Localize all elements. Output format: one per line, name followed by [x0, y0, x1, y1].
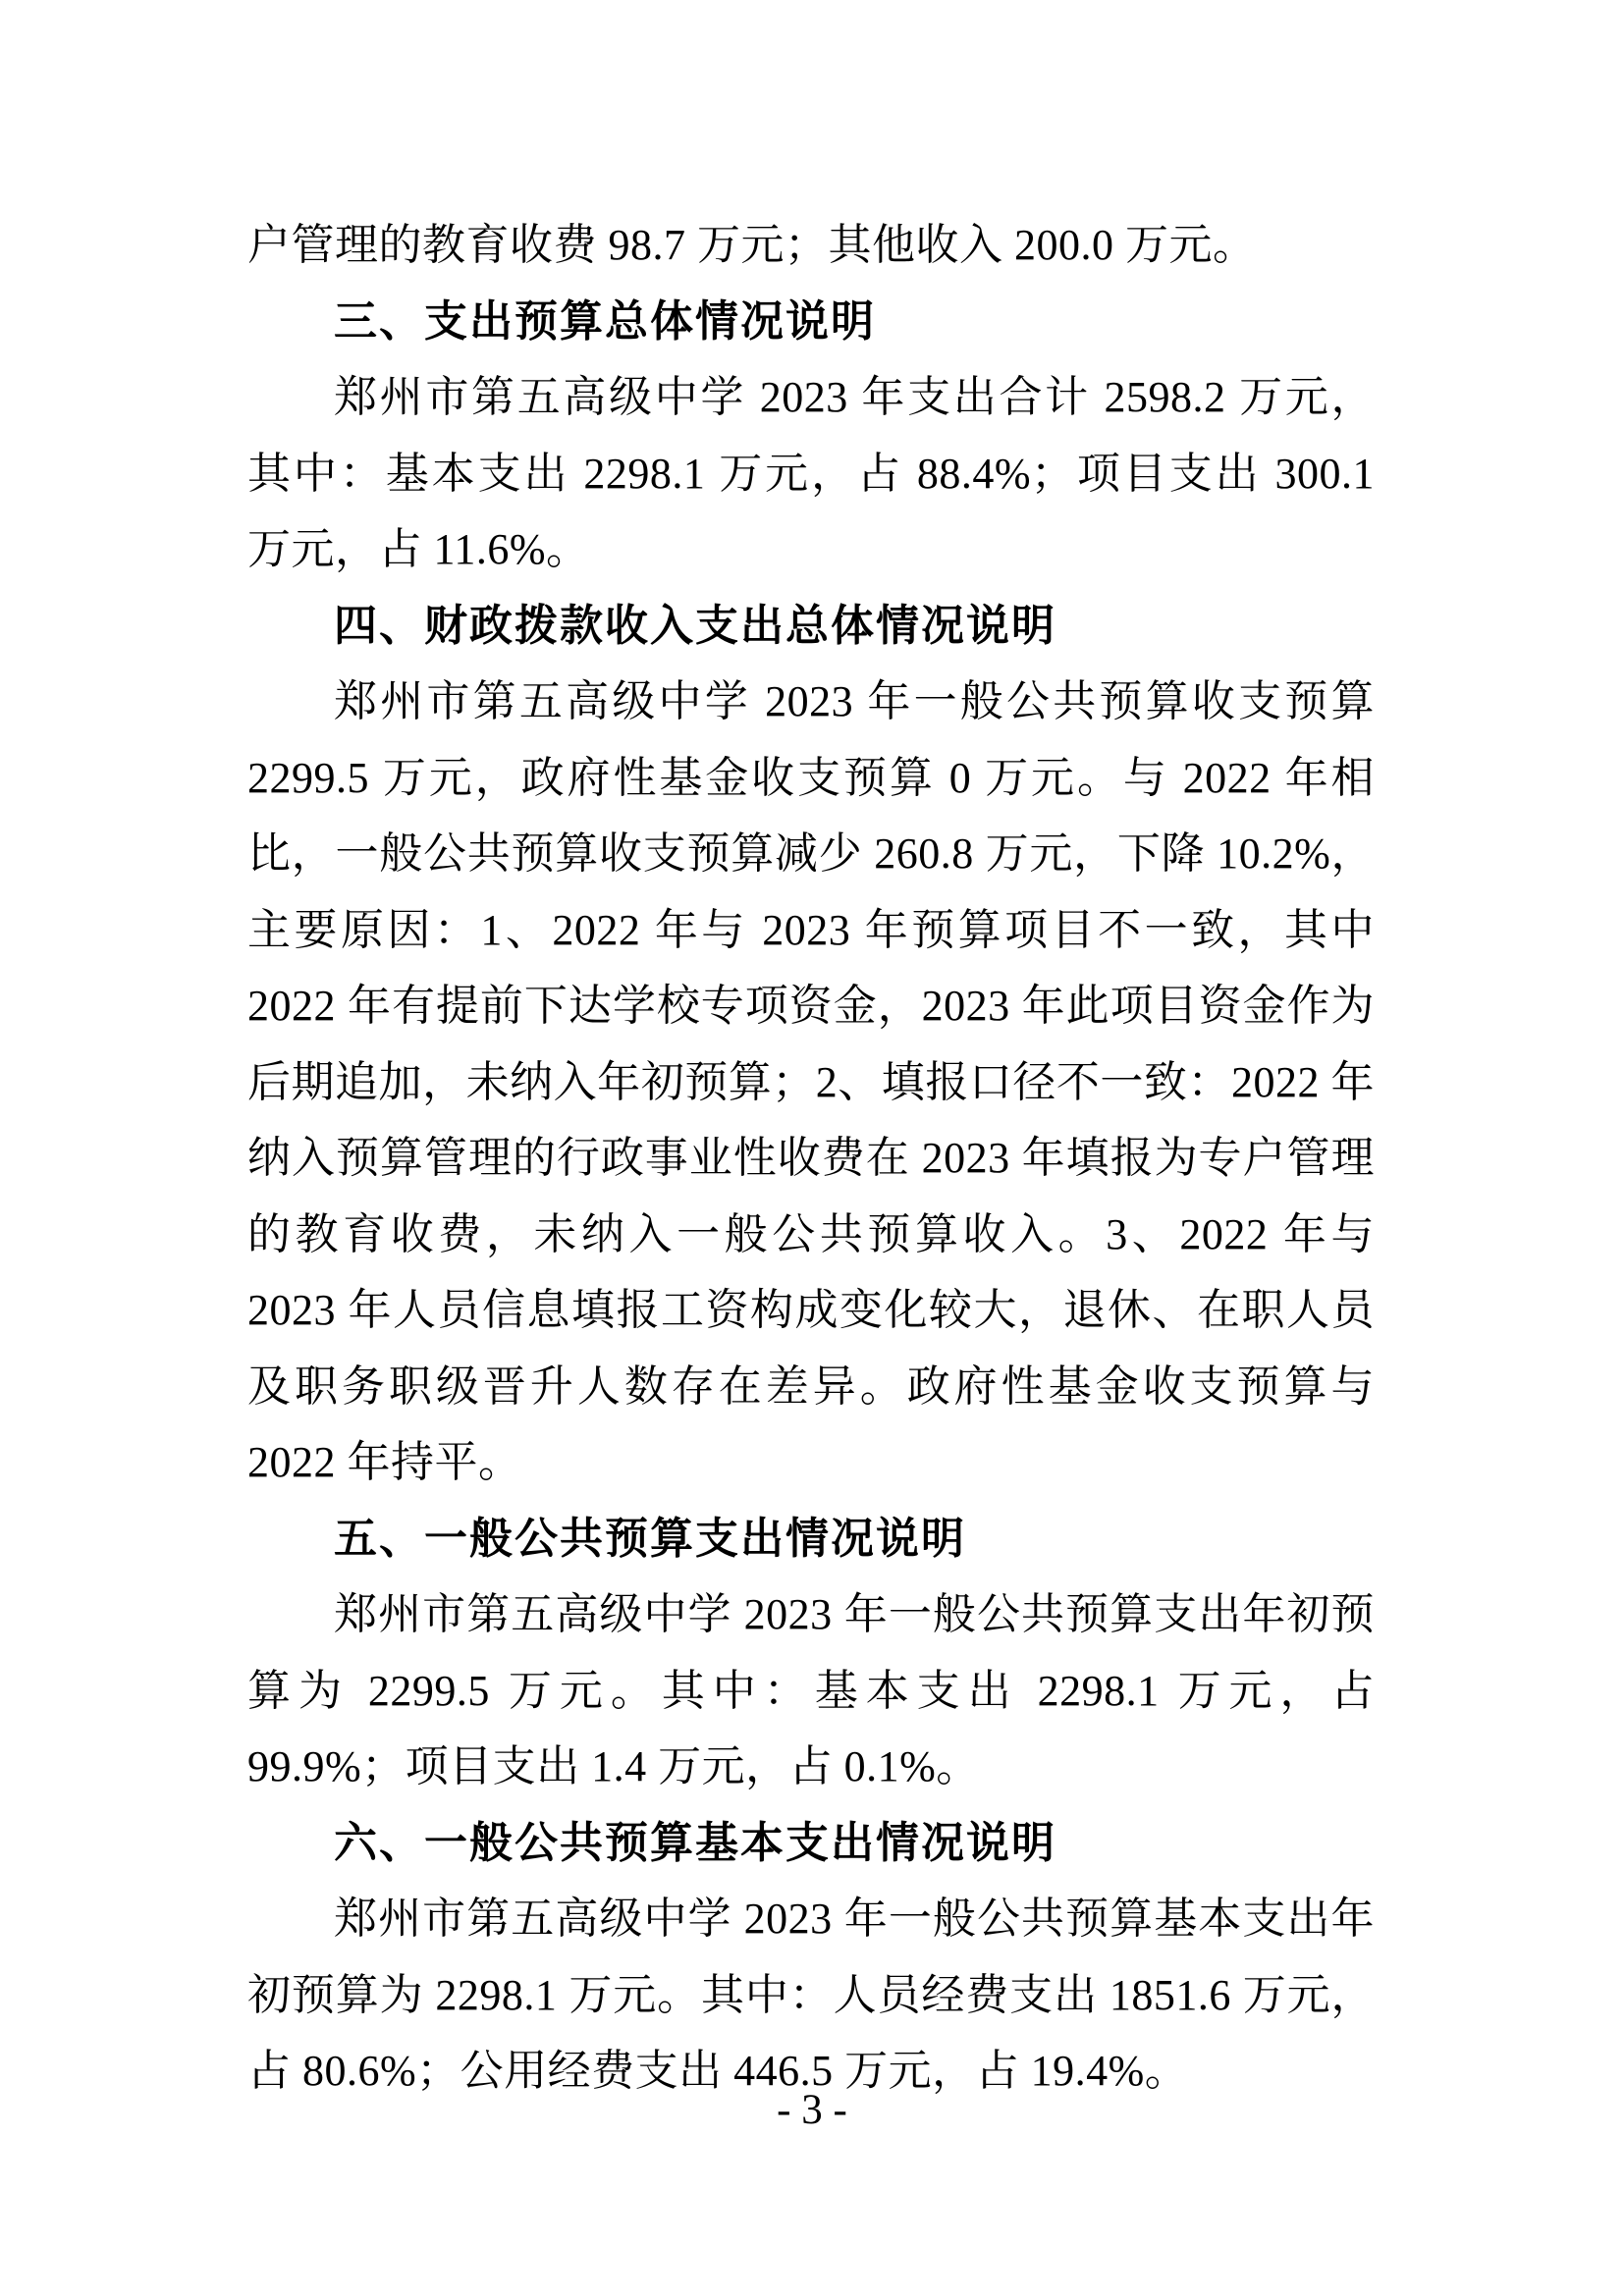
section-heading: 四、财政拨款收入支出总体情况说明 — [334, 601, 1056, 650]
body-paragraph: 郑州市第五高级中学 2023 年一般公共预算收支预算 2299.5 万元，政府性基金收支预算 0 万元。与 2022 年相比，一般公共预算收支预算减少 260.8 万元，下降 10.2%，主要原因：1、2022 年与 2023 年预算项目不一致，其中 2022 年有提前下达学校专项资金，2023 年此项目资金作为后期追加，未纳入年初预算；2、填报口径不一致：2022 年纳入预算管理的行政事业性收费在 2023 年填报为专户管理的教育收费，未纳入一般公共预算收入。3、2022 年与 2023 年人员信息填报工资构成变化较大，退休、在职人员及职务职级晋升人数存在差异。政府性基金收支预算与 2022 年持平。 — [247, 677, 1375, 1486]
body-paragraph: 户管理的教育收费 98.7 万元；其他收入 200.0 万元。 — [247, 221, 1257, 269]
body-paragraph: 郑州市第五高级中学 2023 年一般公共预算基本支出年初预算为 2298.1 万元。其中：人员经费支出 1851.6 万元，占 80.6%；公用经费支出 446.5 万元，占 19.4%。 — [247, 1895, 1375, 2095]
page-number: - 3 - — [777, 2087, 847, 2133]
body-paragraph: 郑州市第五高级中学 2023 年一般公共预算支出年初预算为 2299.5 万元。其中：基本支出 2298.1 万元，占 99.9%；项目支出 1.4 万元，占 0.1%。 — [247, 1590, 1375, 1790]
section-heading: 六、一般公共预算基本支出情况说明 — [334, 1818, 1056, 1867]
section-heading: 五、一般公共预算支出情况说明 — [334, 1514, 966, 1563]
body-paragraph: 郑州市第五高级中学 2023 年支出合计 2598.2 万元，其中：基本支出 2298.1 万元，占 88.4%；项目支出 300.1 万元，占 11.6%。 — [247, 373, 1375, 573]
document-body — [247, 207, 1375, 2109]
section-heading: 三、支出预算总体情况说明 — [334, 296, 876, 346]
